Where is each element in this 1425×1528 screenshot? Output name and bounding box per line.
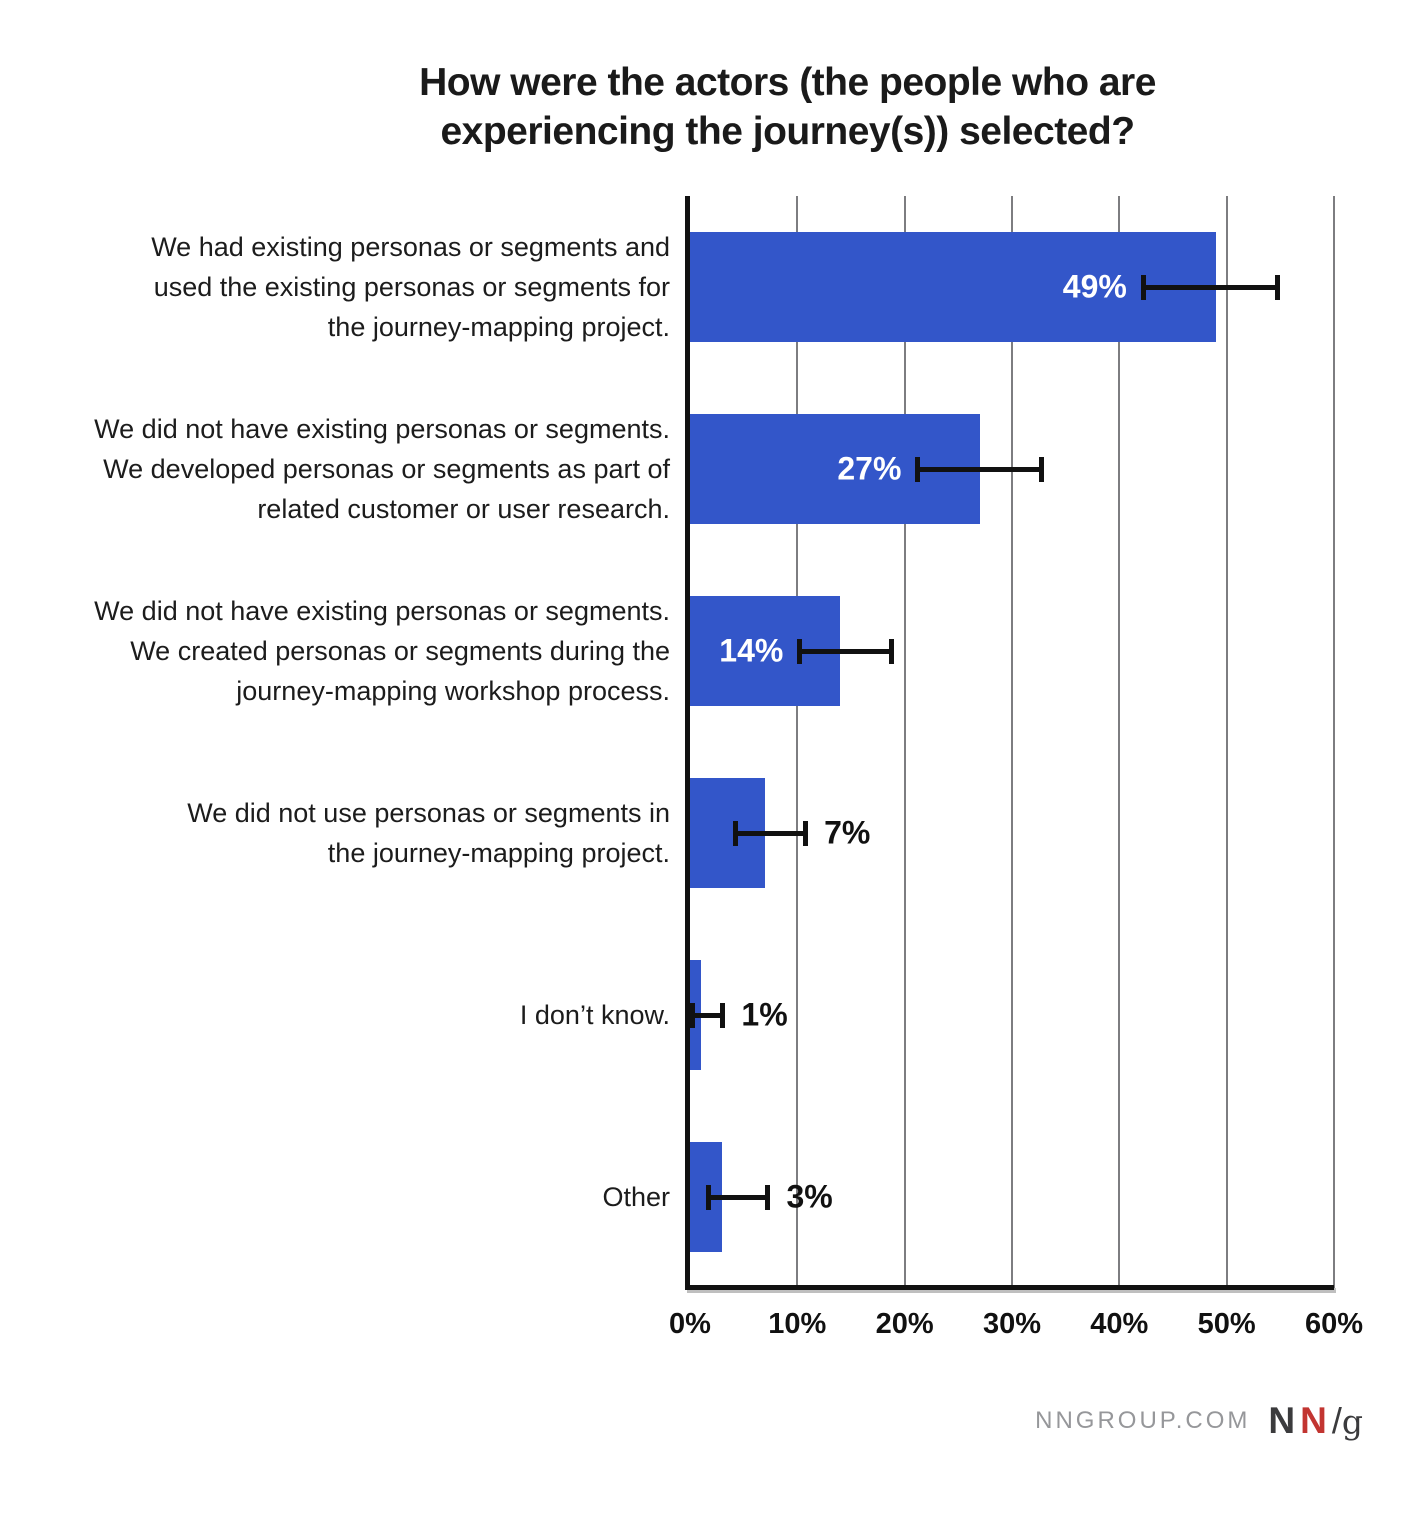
footer <box>1035 1400 1363 1442</box>
error-bar <box>1141 285 1281 290</box>
category-label: We did not have existing personas or segments. We created personas or segments during the journey-mapping workshop process. <box>94 596 670 706</box>
error-bar <box>915 467 1044 472</box>
category-labels <box>40 196 670 1288</box>
gridline-10% <box>796 196 798 1288</box>
chart-title <box>0 58 1425 156</box>
gridline-50% <box>1226 196 1228 1288</box>
chart-title-line2: experiencing the journey(s)) selected? <box>440 110 1135 153</box>
category-label: Other <box>602 1182 670 1212</box>
gridline-20% <box>904 196 906 1288</box>
bar <box>690 232 1216 342</box>
plot-area <box>690 196 1334 1288</box>
nng-logo-slash: / <box>1331 1400 1342 1441</box>
value-label: 3% <box>786 1178 833 1215</box>
x-tick-0%: 0% <box>669 1308 711 1340</box>
x-axis-ticks <box>669 1308 1364 1352</box>
nng-logo <box>1268 1400 1363 1442</box>
y-axis-line <box>685 196 690 1288</box>
x-tick-10%: 10% <box>768 1308 827 1340</box>
error-bar <box>733 831 808 836</box>
nng-logo-n1: N <box>1268 1400 1296 1441</box>
value-label: 7% <box>824 814 871 851</box>
value-label: 1% <box>741 996 788 1033</box>
gridline-30% <box>1011 196 1013 1288</box>
value-label: 14% <box>719 632 784 669</box>
error-bar <box>797 649 894 654</box>
gridline-60% <box>1333 196 1335 1288</box>
x-tick-40%: 40% <box>1090 1308 1149 1340</box>
nng-logo-n2: N <box>1300 1400 1327 1441</box>
value-label: 27% <box>837 450 902 487</box>
error-bar <box>706 1195 770 1200</box>
category-label: We did not have existing personas or segments. We developed personas or segments as part of related customer or user research. <box>94 414 670 524</box>
nng-logo-g: g <box>1341 1401 1363 1441</box>
category-label: We had existing personas or segments and used the existing personas or segments for the journey-mapping project. <box>151 232 670 342</box>
value-label: 49% <box>1062 268 1127 305</box>
x-tick-20%: 20% <box>875 1308 934 1340</box>
x-tick-30%: 30% <box>982 1308 1042 1340</box>
chart-title-line1: How were the actors (the people who are <box>419 61 1156 104</box>
x-axis-line <box>685 1285 1334 1290</box>
x-tick-50%: 50% <box>1197 1308 1256 1340</box>
x-tick-60%: 60% <box>1304 1308 1364 1340</box>
error-bar <box>690 1013 725 1018</box>
gridline-40% <box>1118 196 1120 1288</box>
category-label: We did not use personas or segments in the journey-mapping project. <box>187 798 670 868</box>
category-label: I don’t know. <box>519 1000 670 1030</box>
site-url: NNGROUP.COM <box>1035 1407 1251 1434</box>
